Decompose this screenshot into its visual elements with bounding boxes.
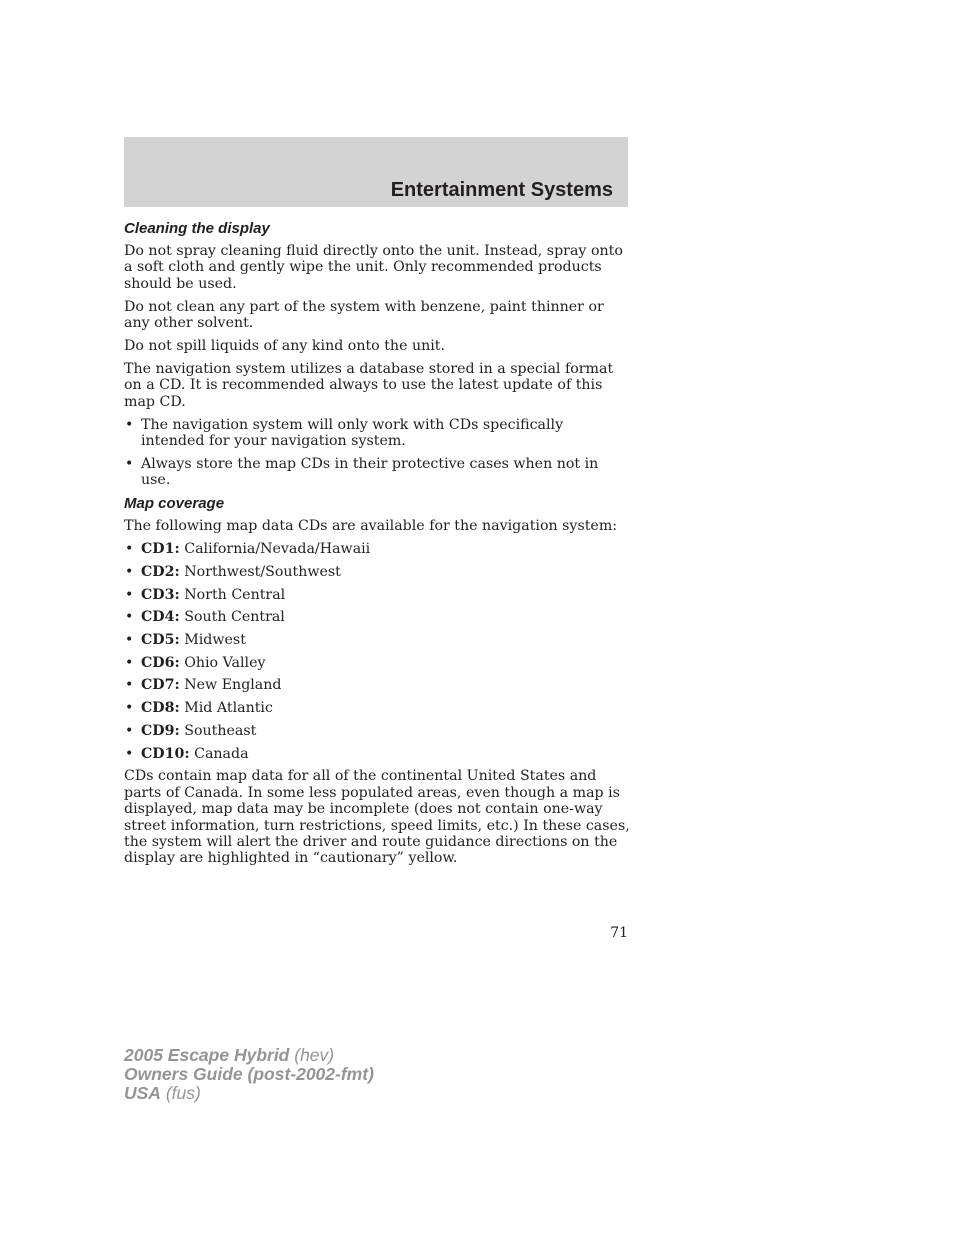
page-number: 71 bbox=[610, 925, 628, 941]
cd-region: Southeast bbox=[184, 722, 257, 739]
cd-label: CD3: bbox=[141, 586, 180, 603]
cd-label: CD8: bbox=[141, 700, 180, 717]
list-item bbox=[124, 677, 630, 693]
list-item bbox=[124, 746, 630, 762]
paragraph: The following map data CDs are available for the navigation system: bbox=[124, 518, 618, 535]
paragraph: Do not spill liquids of any kind onto the unit. bbox=[124, 338, 445, 355]
cleaning-bullet-list bbox=[124, 417, 630, 489]
cd-label: CD4: bbox=[141, 609, 180, 626]
cd-label: CD1: bbox=[141, 541, 180, 558]
footer-model-code: (hev) bbox=[294, 1045, 335, 1065]
list-item bbox=[124, 541, 630, 557]
paragraph: Do not spray cleaning fluid directly onto the unit. Instead, spray onto a soft cloth and gently wipe the unit. Only recommended products should be used. bbox=[124, 243, 623, 292]
list-item: • The navigation system will only work with CDs specifically intended for your navigation system. bbox=[124, 417, 630, 450]
cd-region: California/Nevada/Hawaii bbox=[184, 541, 371, 558]
footer-market: USA bbox=[124, 1083, 161, 1103]
paragraph: CDs contain map data for all of the continental United States and parts of Canada. In some less populated areas, even though a map is displayed, map data may be incomplete (does not contain one-way street information, turn restrictions, speed limits, etc.) In these cases, the system will alert the driver and route guidance directions on the display are highlighted in “cautionary” yellow. bbox=[124, 768, 630, 867]
list-item bbox=[124, 587, 630, 603]
page-content bbox=[124, 220, 630, 873]
footer-model: 2005 Escape Hybrid bbox=[124, 1045, 290, 1065]
list-item: • Always store the map CDs in their protective cases when not in use. bbox=[124, 456, 630, 489]
list-item bbox=[124, 723, 630, 739]
cd-region: Ohio Valley bbox=[184, 654, 266, 671]
paragraph: Do not clean any part of the system with benzene, paint thinner or any other solvent. bbox=[124, 298, 604, 332]
list-item bbox=[124, 609, 630, 625]
section-header-band bbox=[124, 137, 628, 207]
cd-region: South Central bbox=[184, 609, 285, 626]
cd-label: CD2: bbox=[141, 563, 180, 580]
cd-region: Northwest/Southwest bbox=[184, 563, 341, 580]
list-item bbox=[124, 632, 630, 648]
cd-region: Canada bbox=[194, 745, 249, 762]
footer-guide: Owners Guide (post-2002-fmt) bbox=[124, 1064, 374, 1084]
list-item bbox=[124, 700, 630, 716]
document-footer bbox=[124, 1046, 374, 1103]
cd-region: New England bbox=[184, 677, 282, 694]
list-item bbox=[124, 564, 630, 580]
heading-cleaning-display: Cleaning the display bbox=[124, 220, 270, 237]
cd-region: Midwest bbox=[184, 632, 246, 648]
section-title: Entertainment Systems bbox=[390, 179, 613, 201]
cd-label: CD5: bbox=[141, 632, 180, 648]
cd-label: CD7: bbox=[141, 677, 180, 694]
cd-label: CD6: bbox=[141, 654, 180, 671]
heading-map-coverage: Map coverage bbox=[124, 495, 225, 513]
footer-line bbox=[124, 1084, 374, 1103]
cd-label: CD10: bbox=[141, 745, 190, 762]
paragraph: The navigation system utilizes a database stored in a special format on a CD. It is recommended always to use the latest update of this map CD. bbox=[124, 360, 614, 410]
cd-label: CD9: bbox=[141, 722, 180, 739]
cd-list bbox=[124, 541, 630, 762]
footer-market-code: (fus) bbox=[165, 1083, 201, 1103]
cd-region: North Central bbox=[184, 586, 286, 603]
cd-region: Mid Atlantic bbox=[184, 700, 273, 717]
list-item bbox=[124, 655, 630, 671]
footer-line bbox=[124, 1046, 374, 1065]
